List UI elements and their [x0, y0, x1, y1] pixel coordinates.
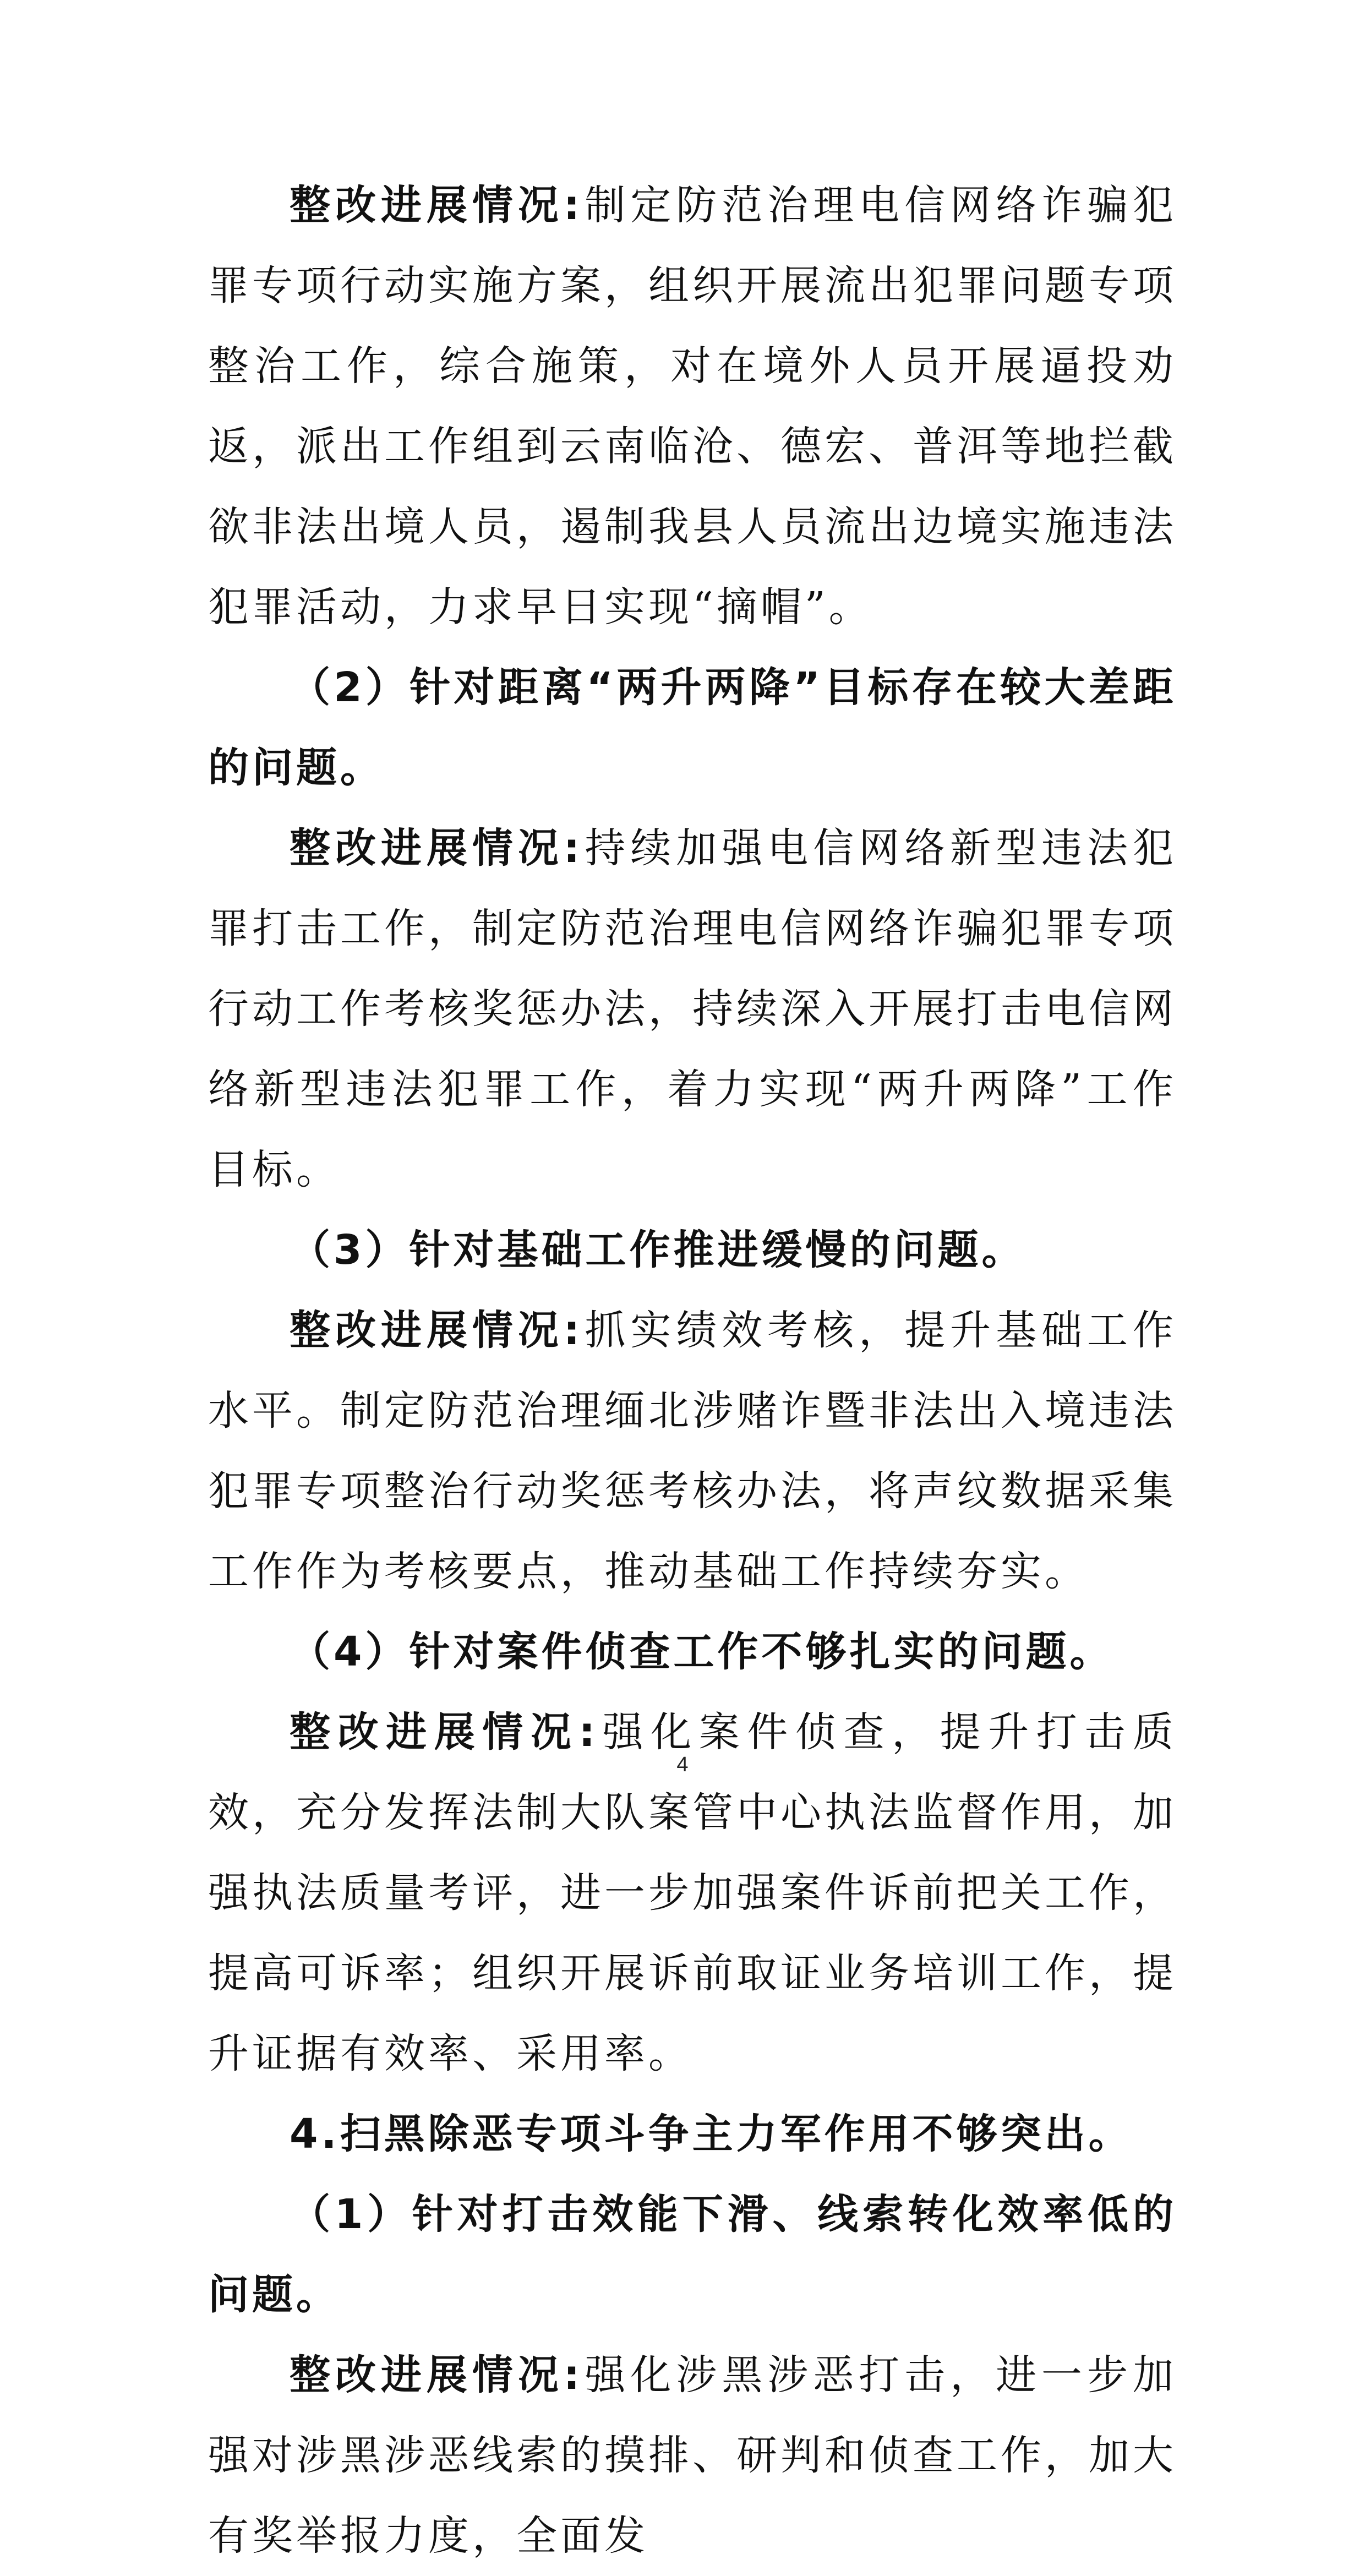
- section-heading-3: （3）针对基础工作推进缓慢的问题。: [290, 1226, 1026, 1274]
- paragraph-text: 抓实绩效考核，提升基础工作水平。制定防范治理缅北涉赌诈暨非法出入境违法犯罪专项整治行动奖惩考核办法，将声纹数据采集工作作为考核要点，推动基础工作持续夯实。: [208, 1307, 1177, 1595]
- section-heading-2: （2）针对距离“两升两降”目标存在较大差距的问题。: [208, 664, 1177, 792]
- paragraph-text: 强化涉黑涉恶打击，进一步加强对涉黑涉恶线索的摸排、研判和侦查工作，加大有奖举报力度，全面发: [208, 2351, 1177, 2559]
- section-heading-4-1: （1）针对打击效能下滑、线索转化效率低的问题。: [208, 2191, 1177, 2318]
- document-body: [208, 165, 1177, 2576]
- section-heading-4: （4）针对案件侦查工作不够扎实的问题。: [290, 1628, 1114, 1676]
- progress-label: 整改进展情况:: [290, 1709, 599, 1756]
- paragraph-progress-2: [208, 808, 1177, 1210]
- paragraph-progress-5: [208, 2335, 1177, 2576]
- progress-label: 整改进展情况:: [290, 182, 583, 229]
- paragraph-text: 制定防范治理电信网络诈骗犯罪专项行动实施方案，组织开展流出犯罪问题专项整治工作，综合施策，对在境外人员开展逼投劝返，派出工作组到云南临沧、德宏、普洱等地拦截欲非法出境人员，遏制我县人员流出边境实施违法犯罪活动，力求早日实现“摘帽”。: [208, 182, 1177, 631]
- progress-label: 整改进展情况:: [290, 825, 583, 872]
- section-title-4: 4.扫黑除恶专项斗争主力军作用不够突出。: [290, 2110, 1133, 2158]
- page-number: 4: [676, 1753, 689, 1776]
- paragraph-text: 强化案件侦查，提升打击质效，充分发挥法制大队案管中心执法监督作用，加强执法质量考评，进一步加强案件诉前把关工作，提高可诉率；组织开展诉前取证业务培训工作，提升证据有效率、采用率。: [208, 1709, 1177, 2077]
- paragraph-progress-4: [208, 1692, 1177, 2094]
- progress-label: 整改进展情况:: [290, 2351, 583, 2399]
- paragraph-progress-3: [208, 1290, 1177, 1612]
- progress-label: 整改进展情况:: [290, 1307, 583, 1354]
- paragraph-text: 持续加强电信网络新型违法犯罪打击工作，制定防范治理电信网络诈骗犯罪专项行动工作考核奖惩办法，持续深入开展打击电信网络新型违法犯罪工作，着力实现“两升两降”工作目标。: [208, 825, 1177, 1193]
- paragraph-progress-1: [208, 165, 1177, 647]
